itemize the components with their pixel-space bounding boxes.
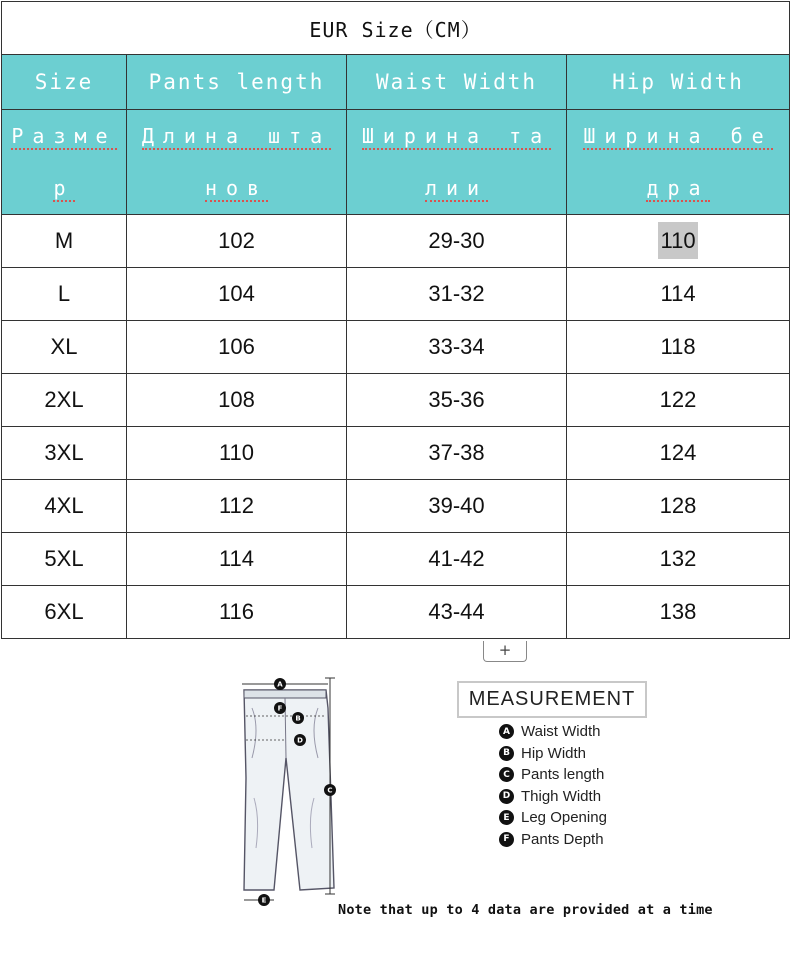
table-row [2, 533, 790, 586]
header-size: Size [2, 55, 127, 110]
header-hip-width-ru-line2: дра [646, 176, 710, 200]
header-waist-width-ru-line1: Ширина та [361, 124, 552, 148]
cell-waist-width: 41-42 [347, 533, 567, 586]
svg-text:E: E [261, 896, 267, 905]
legend-label: Hip Width [521, 744, 587, 762]
legend-label: Thigh Width [521, 787, 602, 805]
cell-size: M [2, 215, 127, 268]
badge-icon: B [499, 746, 514, 761]
table-row [2, 480, 790, 533]
cell-size: 3XL [2, 427, 127, 480]
cell-size: XL [2, 321, 127, 374]
svg-text:F: F [277, 704, 283, 713]
cell-hip-width: 138 [567, 586, 790, 639]
header-size-ru-line1: Разме [11, 124, 117, 148]
legend-label: Leg Opening [521, 809, 607, 827]
svg-text:C: C [327, 786, 333, 795]
cell-waist-width: 37-38 [347, 427, 567, 480]
list-item [499, 743, 607, 765]
badge-icon: F [499, 832, 514, 847]
cell-waist-width: 43-44 [347, 586, 567, 639]
list-item [499, 807, 607, 829]
cell-pants-length: 114 [127, 533, 347, 586]
legend-label: Waist Width [521, 723, 601, 741]
cell-waist-width: 31-32 [347, 268, 567, 321]
cell-pants-length: 108 [127, 374, 347, 427]
cell-hip-width: 122 [567, 374, 790, 427]
header-hip-width-ru-line1: Ширина бе [583, 124, 773, 148]
header-pants-length-ru [127, 110, 347, 215]
cell-hip-width: 114 [567, 268, 790, 321]
cell-pants-length: 102 [127, 215, 347, 268]
list-item [499, 829, 607, 851]
cell-hip-width: 124 [567, 427, 790, 480]
header-waist-width-ru [347, 110, 567, 215]
cell-waist-width: 35-36 [347, 374, 567, 427]
legend-label: Pants length [521, 766, 605, 784]
cell-pants-length: 106 [127, 321, 347, 374]
legend-label: Pants Depth [521, 830, 604, 848]
cell-pants-length: 104 [127, 268, 347, 321]
cell-waist-width: 29-30 [347, 215, 567, 268]
cell-hip-width [567, 215, 790, 268]
cell-waist-width: 39-40 [347, 480, 567, 533]
header-pants-length: Pants length [127, 55, 347, 110]
cell-size: 5XL [2, 533, 127, 586]
table-row [2, 586, 790, 639]
cell-pants-length: 116 [127, 586, 347, 639]
table-row [2, 427, 790, 480]
badge-icon: A [499, 724, 514, 739]
list-item [499, 786, 607, 808]
cell-size: 4XL [2, 480, 127, 533]
table-row [2, 268, 790, 321]
table-row [2, 321, 790, 374]
table-row [2, 215, 790, 268]
size-table [1, 1, 790, 639]
highlighted-value: 110 [658, 222, 697, 259]
cell-pants-length: 110 [127, 427, 347, 480]
data-note: Note that up to 4 data are provided at a time [338, 902, 713, 918]
measurement-title: MEASUREMENT [457, 681, 647, 718]
cell-size: 2XL [2, 374, 127, 427]
header-pants-length-ru-line2: нов [204, 176, 269, 200]
header-waist-width-ru-line2: лии [424, 176, 489, 200]
header-pants-length-ru-line1: Длина шта [141, 124, 332, 148]
badge-icon: E [499, 810, 514, 825]
pants-diagram-icon [230, 668, 350, 908]
cell-hip-width: 118 [567, 321, 790, 374]
size-chart [1, 1, 789, 639]
table-title: EUR Size（CM） [2, 2, 790, 55]
cell-hip-width: 132 [567, 533, 790, 586]
cell-pants-length: 112 [127, 480, 347, 533]
badge-icon: D [499, 789, 514, 804]
list-item [499, 764, 607, 786]
header-size-ru [2, 110, 127, 215]
header-size-ru-line2: р [53, 176, 75, 200]
svg-text:A: A [277, 680, 283, 689]
cell-hip-width: 128 [567, 480, 790, 533]
list-item [499, 721, 607, 743]
expand-table-button[interactable]: + [483, 641, 527, 662]
cell-size: L [2, 268, 127, 321]
header-hip-width-ru [567, 110, 790, 215]
cell-waist-width: 33-34 [347, 321, 567, 374]
svg-text:D: D [297, 736, 303, 745]
svg-text:B: B [295, 714, 301, 723]
measurement-legend [499, 721, 607, 850]
table-row [2, 374, 790, 427]
header-hip-width: Hip Width [567, 55, 790, 110]
header-waist-width: Waist Width [347, 55, 567, 110]
badge-icon: C [499, 767, 514, 782]
cell-size: 6XL [2, 586, 127, 639]
